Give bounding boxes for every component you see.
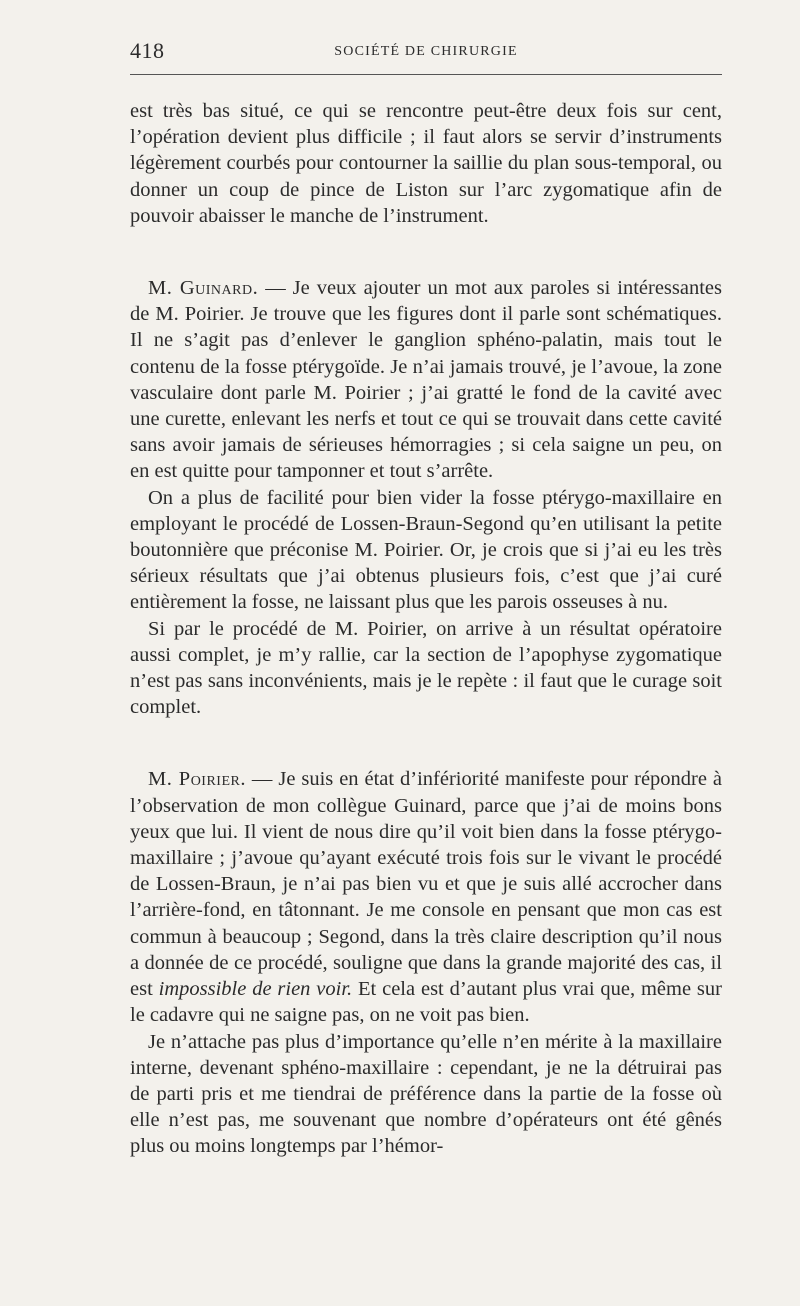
- header-rule: [130, 74, 722, 75]
- paragraph-poirier: [130, 766, 722, 1028]
- paragraph-maxillaire: Je n’attache pas plus d’importance qu’elle n’en mérite à la maxillaire interne, devenant sphéno-maxillaire : cependant, je ne la détruirai pas de parti pris et me tiendrai de préférence dans la partie de la fosse où elle n’est pas, me souvenant que nombre d’opérateurs ont été gênés plus ou moins longtemps par l’hémor-: [130, 1030, 722, 1158]
- poirier-text-b: Et cela est d’autant plus vrai que, même sur le cadavre qui ne saigne pas, on ne voit pas bien.: [130, 978, 722, 1027]
- page-header: [130, 38, 722, 72]
- poirier-italic: impossible de rien voir.: [158, 978, 353, 1001]
- guinard-text: — Je veux ajouter un mot aux paroles si intéressantes de M. Poirier. Je trouve que les figures dont il parle sont schématiques. Il ne s’agit pas d’enlever le ganglion sphéno-palatin, mais tout le contenu de la fosse ptérygoïde. Je n’ai jamais trouvé, je l’avoue, la zone vasculaire dont parle M. Poirier ; j’ai gratté le fond de la cavité avec une curette, enlevant les nerfs et tout ce qui se trouvait dans cette cavité sans avoir jamais de sérieuses hémorragies ; si cela saigne un peu, on en est quitte pour tamponner et tout s’arrête.: [130, 277, 722, 483]
- speaker-guinard: M. Guinard.: [148, 277, 259, 300]
- paragraph-continuation: est très bas situé, ce qui se rencontre peut-être deux fois sur cent, l’opération devient plus difficile ; il faut alors se servir d’instruments légèrement courbés pour contourner la saillie du plan sous-temporal, ou donner un coup de pince de Liston sur l’arc zygomatique afin de pouvoir abaisser le manche de l’instrument.: [130, 100, 722, 227]
- paragraph-guinard: [130, 275, 722, 485]
- poirier-text-a: — Je suis en état d’infériorité manifeste pour répondre à l’observation de mon collègue Guinard, parce que j’ai de moins bons yeux que lui. Il vient de nous dire qu’il voit bien dans la fosse ptérygo-maxillaire ; j’avoue qu’ayant exécuté trois fois sur le vivant le procédé de Lossen-Braun, je n’ai pas bien vu et que je suis allé accrocher dans l’arrière-fond, en tâtonnant. Je me console en pensant que mon cas est commun à beaucoup ; Segond, dans la très claire description qu’il nous a donnée de ce procédé, souligne que dans la grande majorité des cas, il est: [130, 768, 722, 1001]
- paragraph-lossen-braun: On a plus de facilité pour bien vider la fosse ptérygo-maxillaire en employant le procédé de Lossen-Braun-Segond qu’en utilisant la petite boutonnière que préconise M. Poirier. Or, je crois que si j’ai eu les très sérieux résultats que j’ai obtenus plusieurs fois, c’est que j’ai curé entièrement la fosse, ne laissant plus que les parois osseuses à nu.: [130, 486, 722, 614]
- speaker-poirier: M. Poirier.: [148, 768, 246, 791]
- page-number: 418: [130, 38, 165, 63]
- document-body: [130, 98, 722, 1160]
- paragraph-rallie: Si par le procédé de M. Poirier, on arrive à un résultat opératoire aussi complet, je m’y rallie, car la section de l’apophyse zygomatique n’est pas sans inconvénients, mais je le repète : il faut que le curage soit complet.: [130, 617, 722, 719]
- running-head: SOCIÉTÉ DE CHIRURGIE: [334, 44, 518, 59]
